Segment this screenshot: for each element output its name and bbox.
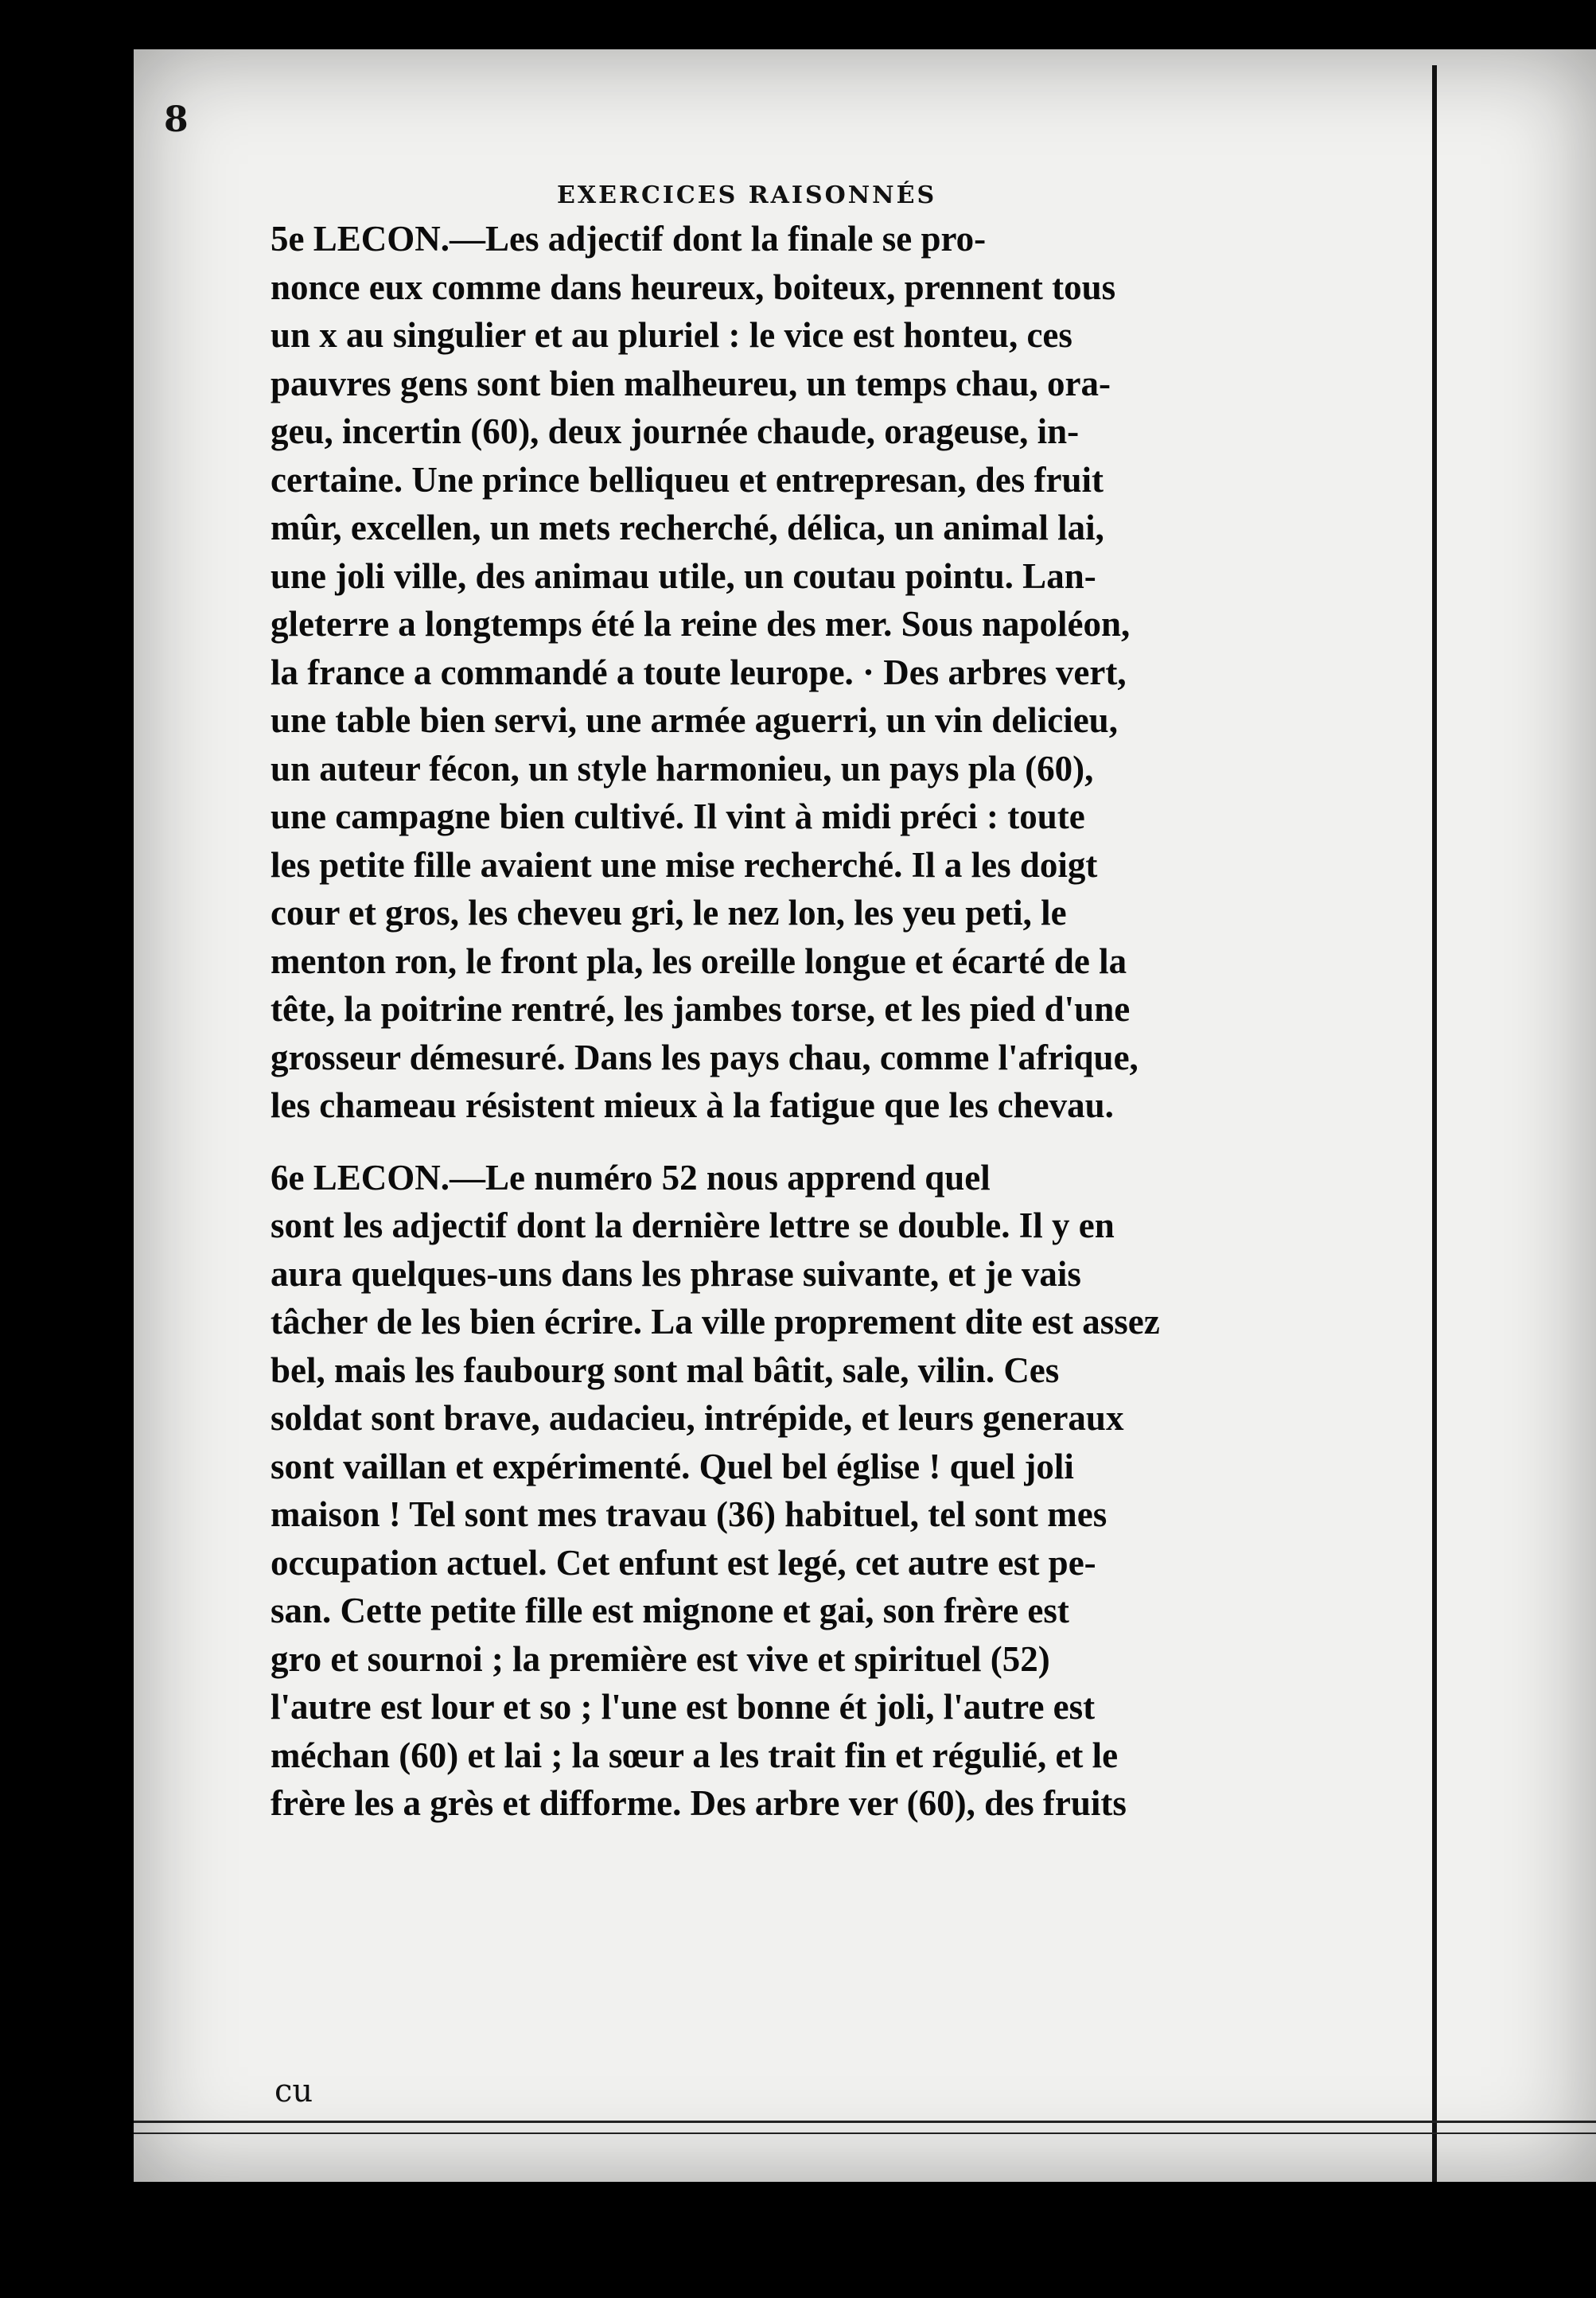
page-number: 8 [164, 99, 189, 140]
text-line: geu, incertin (60), deux journée chaude, orageuse, in- [271, 411, 1080, 451]
text-line: cour et gros, les cheveu gri, le nez lon, les yeu peti, le [271, 893, 1067, 933]
text-line: sont vaillan et expérimenté. Quel bel église ! quel joli [271, 1446, 1074, 1486]
text-line: gro et sournoi ; la première est vive et spirituel (52) [271, 1638, 1050, 1679]
text-line: 6e LECON.—Le numéro 52 nous apprend quel [271, 1157, 991, 1198]
text-line: un auteur fécon, un style harmonieu, un pays pla (60), [271, 748, 1094, 789]
text-line: sont les adjectif dont la dernière lettre se double. Il y en [271, 1205, 1115, 1245]
text-line: une campagne bien cultivé. Il vint à midi préci : toute [271, 797, 1085, 836]
margin-rule [1432, 65, 1437, 2182]
text-line: bel, mais les faubourg sont mal bâtit, sale, vilin. Ces [271, 1350, 1060, 1390]
text-line: une joli ville, des animau utile, un coutau pointu. Lan- [271, 555, 1096, 596]
text-line: les petite fille avaient une mise recherché. Il a les doigt [271, 844, 1098, 885]
text-line: maison ! Tel sont mes travau (36) habituel, tel sont mes [271, 1494, 1107, 1534]
text-line: les chameau résistent mieux à la fatigue que les chevau. [271, 1085, 1114, 1125]
text-line: la france a commandé a toute leurope. · Des arbres vert, [271, 652, 1127, 692]
lesson-6 [271, 1154, 1265, 1828]
text-line: 5e LECON.—Les adjectif dont la finale se pro- [271, 219, 987, 259]
text-line: menton ron, le front pla, les oreille longue et écarté de la [271, 941, 1127, 981]
text-line: tête, la poitrine rentré, les jambes torse, et les pied d'une [271, 989, 1131, 1029]
text-line: l'autre est lour et so ; l'une est bonne ét joli, l'autre est [271, 1687, 1096, 1727]
text-line: un x au singulier et au pluriel : le vice est honteu, ces [271, 315, 1072, 355]
text-line: aura quelques-uns dans les phrase suivante, et je vais [271, 1253, 1081, 1294]
text-line: grosseur démesuré. Dans les pays chau, comme l'afrique, [271, 1037, 1139, 1077]
text-line: mûr, excellen, un mets recherché, délica, un animal lai, [271, 508, 1104, 547]
bottom-rule [134, 2121, 1596, 2123]
text-line: méchan (60) et lai ; la sœur a les trait fin et régulié, et le [271, 1735, 1119, 1775]
handwritten-mark: cu [274, 2073, 313, 2109]
text-line: une table bien servi, une armée aguerri, un vin delicieu, [271, 700, 1118, 740]
text-line: nonce eux comme dans heureux, boiteux, prennent tous [271, 267, 1116, 307]
lesson-5 [271, 215, 1265, 1130]
text-line: frère les a grès et difforme. Des arbre ver (60), des fruits [271, 1783, 1127, 1823]
running-head: EXERCICES RAISONNÉS [557, 181, 937, 209]
text-line: tâcher de les bien écrire. La ville proprement dite est assez [271, 1302, 1160, 1342]
bottom-rule-secondary [134, 2132, 1596, 2134]
body-text [271, 215, 1265, 1828]
text-line: san. Cette petite fille est mignone et gai, son frère est [271, 1591, 1069, 1630]
text-line: soldat sont brave, audacieu, intrépide, et leurs generaux [271, 1398, 1124, 1438]
paragraph-gap [271, 1130, 1265, 1154]
text-line: pauvres gens sont bien malheureu, un temps chau, ora- [271, 363, 1111, 403]
text-line: occupation actuel. Cet enfunt est legé, cet autre est pe- [271, 1542, 1096, 1583]
text-line: certaine. Une prince belliqueu et entrepresan, des fruit [271, 459, 1104, 500]
text-line: gleterre a longtemps été la reine des mer. Sous napoléon, [271, 604, 1131, 644]
